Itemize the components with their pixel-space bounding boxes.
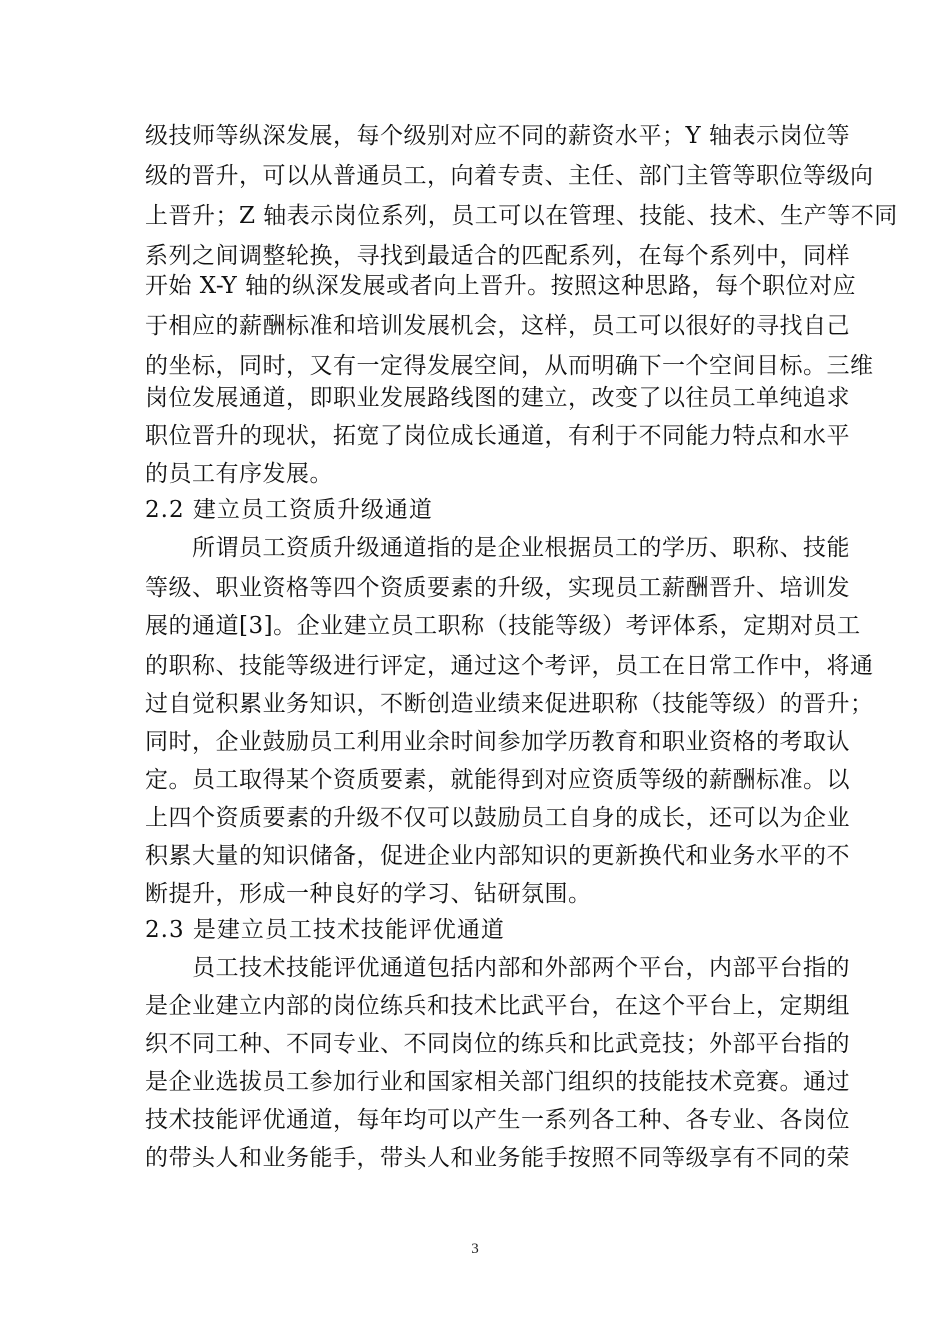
paragraph-line: 的职称、技能等级进行评定，通过这个考评，员工在日常工作中，将通 [145, 653, 874, 679]
paragraph-line: 开始 X-Y 轴的纵深发展或者向上晋升。按照这种思路，每个职位对应 [145, 273, 857, 299]
paragraph-line: 是企业建立内部的岗位练兵和技术比武平台，在这个平台上，定期组 [145, 993, 850, 1019]
paragraph-line: 等级、职业资格等四个资质要素的升级，实现员工薪酬晋升、培训发 [145, 575, 850, 601]
paragraph-line: 系列之间调整轮换，寻找到最适合的匹配系列，在每个系列中，同样 [145, 243, 850, 269]
paragraph-line: 织不同工种、不同专业、不同岗位的练兵和比武竞技；外部平台指的 [145, 1031, 850, 1057]
paragraph-line: 技术技能评优通道，每年均可以产生一系列各工种、各专业、各岗位 [145, 1107, 850, 1133]
paragraph-line: 于相应的薪酬标准和培训发展机会，这样，员工可以很好的寻找自己 [145, 313, 850, 339]
paragraph-line: 上四个资质要素的升级不仅可以鼓励员工自身的成长，还可以为企业 [145, 805, 850, 831]
section-heading-2-3: 2.3 是建立员工技术技能评优通道 [145, 917, 505, 943]
section-heading-2-2: 2.2 建立员工资质升级通道 [145, 497, 433, 523]
paragraph-line: 过自觉积累业务知识，不断创造业绩来促进职称（技能等级）的晋升； [145, 691, 874, 717]
paragraph-line: 的坐标，同时，又有一定得发展空间，从而明确下一个空间目标。三维 [145, 353, 874, 379]
paragraph-line: 定。员工取得某个资质要素，就能得到对应资质等级的薪酬标准。以 [145, 767, 850, 793]
paragraph-line: 的员工有序发展。 [145, 461, 333, 487]
paragraph-line: 的带头人和业务能手，带头人和业务能手按照不同等级享有不同的荣 [145, 1145, 850, 1171]
paragraph-line: 员工技术技能评优通道包括内部和外部两个平台，内部平台指的 [145, 955, 850, 981]
page-number: 3 [471, 1241, 479, 1257]
paragraph-line: 职位晋升的现状，拓宽了岗位成长通道，有利于不同能力特点和水平 [145, 423, 850, 449]
paragraph-line: 岗位发展通道，即职业发展路线图的建立，改变了以往员工单纯追求 [145, 385, 850, 411]
paragraph-line: 断提升，形成一种良好的学习、钻研氛围。 [145, 881, 592, 907]
paragraph-line: 积累大量的知识储备，促进企业内部知识的更新换代和业务水平的不 [145, 843, 850, 869]
paragraph-line: 级技师等纵深发展，每个级别对应不同的薪资水平；Y 轴表示岗位等 [145, 123, 850, 149]
paragraph-line: 上晋升；Z 轴表示岗位系列，员工可以在管理、技能、技术、生产等不同 [145, 203, 898, 229]
paragraph-line: 所谓员工资质升级通道指的是企业根据员工的学历、职称、技能 [145, 535, 850, 561]
paragraph-line: 展的通道[3]。企业建立员工职称（技能等级）考评体系，定期对员工 [145, 613, 861, 639]
paragraph-line: 是企业选拔员工参加行业和国家相关部门组织的技能技术竞赛。通过 [145, 1069, 850, 1095]
paragraph-line: 同时，企业鼓励员工利用业余时间参加学历教育和职业资格的考取认 [145, 729, 850, 755]
paragraph-line: 级的晋升，可以从普通员工，向着专责、主任、部门主管等职位等级向 [145, 163, 874, 189]
